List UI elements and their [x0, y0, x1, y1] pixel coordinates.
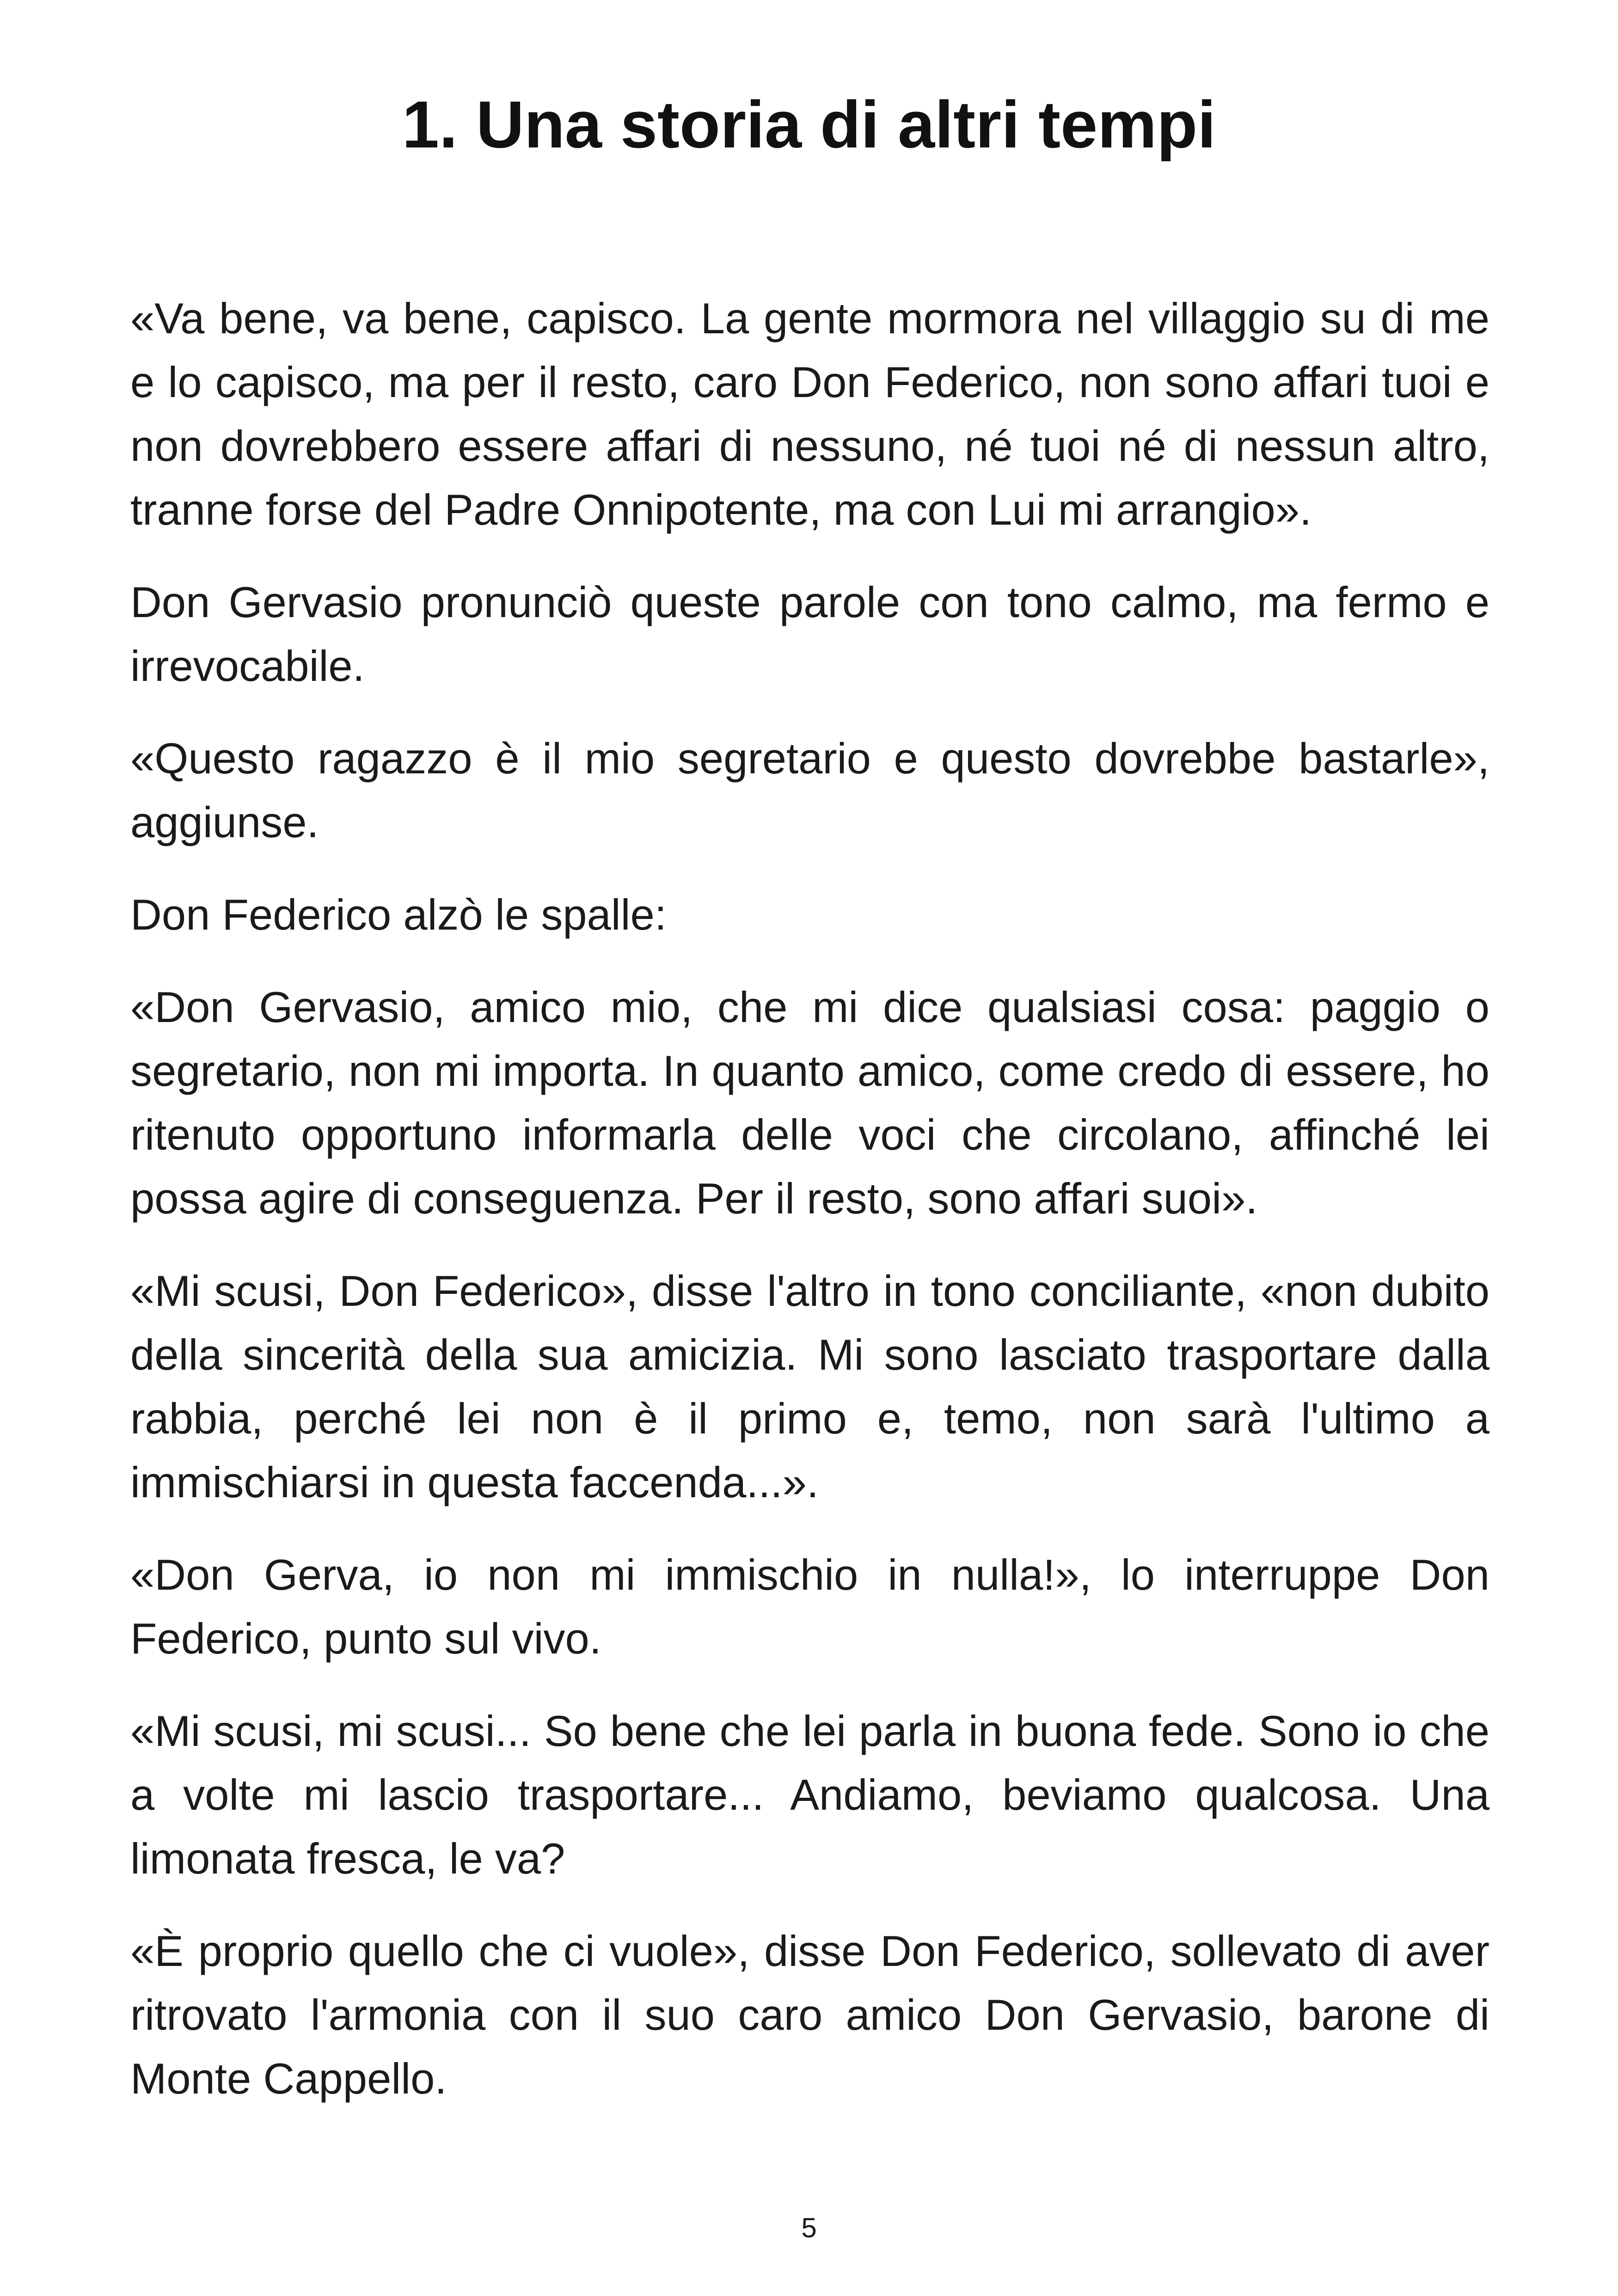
paragraph: «Don Gervasio, amico mio, che mi dice qualsiasi cosa: paggio o segretario, non mi importa. In quanto amico, come credo di essere, ho ritenuto opportuno informarla delle voci che circolano, affinché lei possa agire di conseguenza. Per il resto, sono affari suoi».: [130, 983, 1489, 1223]
paragraph: «Mi scusi, Don Federico», disse l'altro in tono conciliante, «non dubito della sincerità della sua amicizia. Mi sono lasciato trasportare dalla rabbia, perché lei non è il primo e, temo, non sarà l'ultimo a immischiarsi in questa faccenda...».: [130, 1267, 1489, 1506]
paragraph: «Questo ragazzo è il mio segretario e questo dovrebbe bastarle», aggiunse.: [130, 734, 1489, 846]
chapter-title: 1. Una storia di altri tempi: [402, 87, 1216, 162]
paragraph: «Mi scusi, mi scusi... So bene che lei parla in buona fede. Sono io che a volte mi lascio trasportare... Andiamo, beviamo qualcosa. Una limonata fresca, le va?: [130, 1707, 1489, 1883]
page-number: 5: [801, 2212, 817, 2243]
paragraph: Don Federico alzò le spalle:: [130, 890, 667, 939]
paragraph: «Va bene, va bene, capisco. La gente mormora nel villaggio su di me e lo capisco, ma per il resto, caro Don Federico, non sono affari tuoi e non dovrebbero essere affari di nessuno, né tuoi né di nessun altro, tranne forse del Padre Onnipotente, ma con Lui mi arrangio».: [130, 294, 1489, 534]
paragraph: «Don Gerva, io non mi immischio in nulla!», lo interruppe Don Federico, punto sul vivo.: [130, 1550, 1489, 1663]
paragraph: «È proprio quello che ci vuole», disse Don Federico, sollevato di aver ritrovato l'armonia con il suo caro amico Don Gervasio, barone di Monte Cappello.: [130, 1927, 1489, 2103]
paragraph: Don Gervasio pronunciò queste parole con tono calmo, ma fermo e irrevocabile.: [130, 578, 1489, 690]
chapter-body: [130, 287, 1489, 2139]
